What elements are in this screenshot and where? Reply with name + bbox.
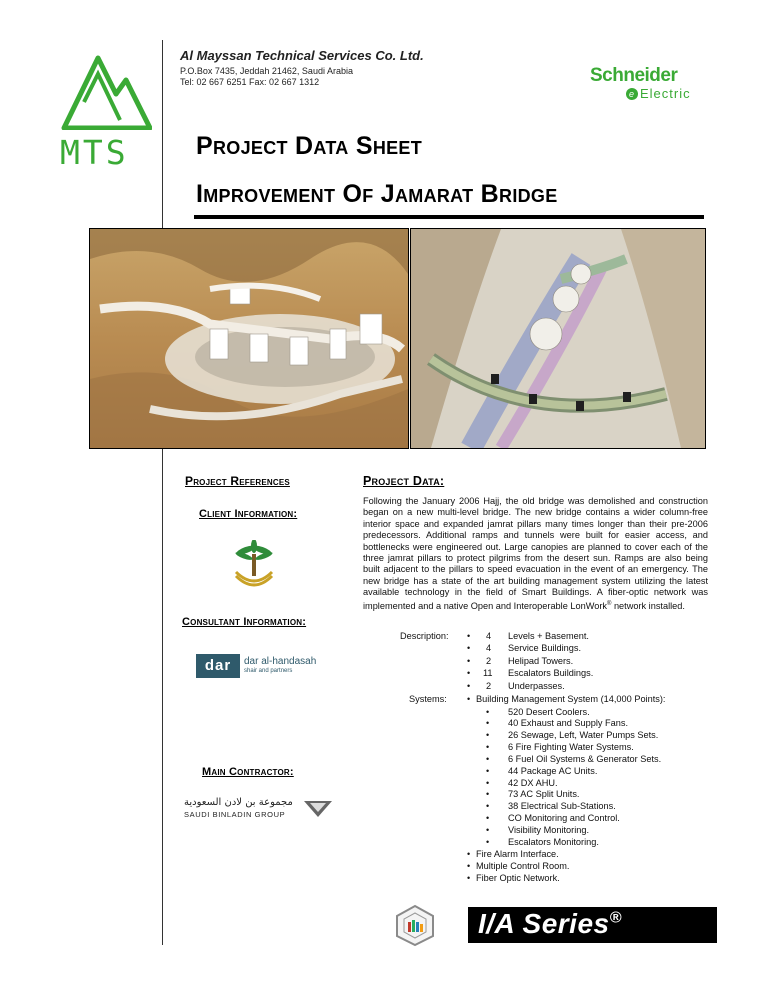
bullet: •	[467, 655, 471, 666]
sub-bullet: •	[486, 789, 490, 800]
ia-series-label	[478, 908, 622, 940]
sub-bullet: •	[486, 813, 490, 824]
description-item-text: Underpasses.	[508, 680, 565, 691]
description-item-text: Helipad Towers.	[508, 655, 574, 666]
description-item-text: Escalators Buildings.	[508, 668, 594, 679]
bms-item: 38 Electrical Sub-Stations.	[508, 801, 616, 812]
bms-item: 40 Exhaust and Supply Fans.	[508, 718, 629, 729]
other-system-item: Multiple Control Room.	[476, 860, 570, 871]
page-subtitle: Improvement Of Jamarat Bridge	[196, 180, 558, 208]
title-rule	[194, 215, 704, 219]
ia-series-text: I/A Series	[478, 908, 610, 939]
dar-al-handasah-logo	[196, 654, 326, 680]
description-item-qty: 4	[486, 631, 492, 641]
sub-bullet: •	[486, 742, 490, 753]
dar-logo-name: dar al-handasah	[244, 656, 317, 667]
other-system-item: Fiber Optic Network.	[476, 872, 560, 883]
ia-series-registered-mark: ®	[609, 909, 622, 927]
mts-logo-text: MTS	[60, 133, 129, 172]
bms-item: CO Monitoring and Control.	[508, 813, 620, 824]
sub-bullet: •	[486, 753, 490, 764]
sub-bullet: •	[486, 825, 490, 835]
lonwork-registered-mark: ®	[606, 600, 612, 607]
bridge-render-photo-right	[410, 228, 706, 449]
binladin-emblem-icon	[302, 797, 334, 819]
bullet: •	[467, 860, 471, 871]
sub-bullet: •	[486, 706, 490, 717]
bms-item: 26 Sewage, Left, Water Pumps Sets.	[508, 730, 659, 741]
dar-logo-mark: dar	[196, 654, 240, 678]
mts-logo-mountains-icon	[60, 50, 152, 130]
description-label: Description:	[400, 631, 449, 641]
other-system-item: Fire Alarm Interface.	[476, 849, 559, 859]
project-references-heading: Project References	[185, 474, 290, 488]
bullet: •	[467, 631, 471, 641]
description-item-qty: 11	[483, 668, 493, 679]
bms-item: 6 Fire Fighting Water Systems.	[508, 742, 634, 753]
description-item-text: Levels + Basement.	[508, 631, 589, 641]
saudi-emblem-icon	[232, 540, 276, 590]
company-name: Al Mayssan Technical Services Co. Ltd.	[180, 48, 424, 63]
bms-item: 6 Fuel Oil Systems & Generator Sets.	[508, 753, 662, 764]
dar-logo-sub: shair and partners	[244, 668, 293, 674]
systems-label: Systems:	[409, 694, 447, 704]
bms-item: Visibility Monitoring.	[508, 825, 590, 835]
address-line: P.O.Box 7435, Jeddah 21462, Saudi Arabia	[180, 66, 353, 76]
description-item-qty: 4	[486, 643, 492, 654]
company-address	[180, 66, 353, 88]
bullet: •	[467, 643, 471, 654]
bms-item: 73 AC Split Units.	[508, 789, 580, 800]
sub-bullet: •	[486, 801, 490, 812]
description-item-qty: 2	[486, 655, 492, 666]
bullet: •	[467, 668, 471, 679]
description-item-qty: 2	[486, 680, 492, 691]
bullet: •	[467, 849, 471, 859]
tel-fax-line: Tel: 02 667 6251 Fax: 02 667 1312	[180, 77, 320, 87]
consultant-info-heading: Consultant Information:	[182, 616, 307, 628]
description-text: Following the January 2006 Hajj, the old bridge was demolished and construction began on a new multi-level bridge. The new bridge contains a wider column-free interior space and expanded jamrat pillars many times longer than their pre-2006 predecessors. Additional ramps and tunnels were built for easier access, and bottlenecks were engineered out. Large canopies are planned to cover each of the three jamrat pillars to protect pilgrims from the desert sun. Ramps are also being built adjacent to the pillars to speed evacuation in the event of an emergency. The new bridge has a state of the art building management system utilizing the latest available technology in the field of Smart Buildings. A fiber-optic network was implemented and a native Open and Interoperable LonWork	[363, 496, 708, 611]
bridge-render-photo-left	[89, 228, 409, 449]
main-contractor-heading: Main Contractor:	[202, 766, 294, 778]
page-title: Project Data Sheet	[196, 132, 423, 160]
project-description-paragraph	[363, 496, 708, 612]
bullet: •	[467, 872, 471, 883]
electric-label: Electric	[640, 86, 691, 101]
sub-bullet: •	[486, 836, 490, 847]
mts-logo	[60, 50, 152, 172]
schneider-logo-subtext	[626, 86, 691, 101]
sub-bullet: •	[486, 718, 490, 729]
bms-item: 44 Package AC Units.	[508, 765, 598, 776]
binladin-arabic-text: مجموعة بن لادن السعودية	[184, 797, 293, 808]
sub-bullet: •	[486, 765, 490, 776]
client-info-heading: Client Information:	[199, 508, 298, 520]
foxboro-cube-icon	[393, 903, 437, 947]
description-text-end: network installed.	[611, 600, 685, 611]
vertical-divider	[162, 40, 163, 945]
bms-item: Escalators Monitoring.	[508, 836, 599, 847]
project-data-heading: Project Data:	[363, 474, 445, 488]
sub-bullet: •	[486, 777, 490, 788]
bullet: •	[467, 694, 471, 704]
description-item-text: Service Buildings.	[508, 643, 582, 654]
bullet: •	[467, 680, 471, 691]
saudi-binladin-logo	[182, 795, 338, 825]
schneider-logo-text: Schneider	[590, 65, 678, 86]
ia-series-banner	[468, 907, 717, 943]
schneider-e-icon: e	[626, 88, 638, 100]
bms-item: 42 DX AHU.	[508, 777, 558, 788]
binladin-name: SAUDI BINLADIN GROUP	[184, 810, 286, 819]
bms-title: Building Management System (14,000 Points):	[476, 694, 666, 704]
sub-bullet: •	[486, 730, 490, 741]
bms-item: 520 Desert Coolers.	[508, 706, 590, 717]
